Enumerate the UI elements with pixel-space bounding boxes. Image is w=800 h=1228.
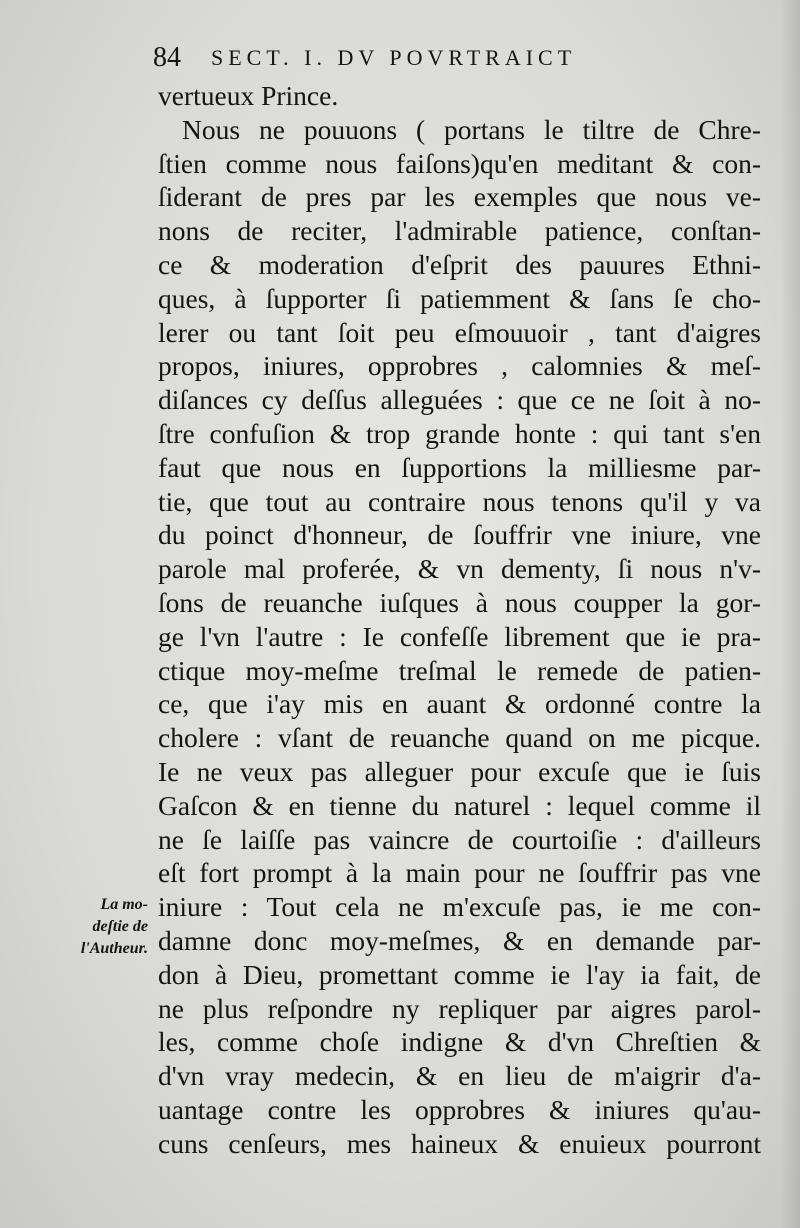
margin-note-line: deſtie de: [92, 918, 148, 935]
text-line: damne donc moy-meſmes, & en demande par-: [158, 924, 761, 956]
text-line: uantage contre les opprobres & iniures qu'au-: [158, 1093, 761, 1125]
body-text: [158, 79, 761, 1161]
text-line: vertueux Prince.: [158, 80, 339, 111]
text-line: Gaſcon & en tienne du naturel : lequel comme il: [158, 789, 761, 821]
margin-note-line: La mo-: [100, 896, 148, 913]
text-line: ne ſe laiſſe pas vaincre de courtoiſie : d'ailleurs: [158, 823, 761, 855]
text-line: diſances cy deſſus alleguées : que ce ne ſoit à no-: [158, 384, 761, 416]
text-line: les, comme choſe indigne & d'vn Chreſtien &: [158, 1026, 761, 1058]
text-line: lerer ou tant ſoit peu eſmouuoir , tant d'aigres: [158, 316, 761, 348]
text-line: parole mal proferée, & vn dementy, ſi nous n'v-: [158, 553, 761, 585]
text-line: iniure : Tout cela ne m'excuſe pas, ie me con-: [158, 891, 761, 923]
text-line: ne plus reſpondre ny repliquer par aigres parol-: [158, 992, 761, 1024]
page-number: 84: [153, 42, 181, 73]
text-line: eſt fort prompt à la main pour ne ſouffrir pas vne: [158, 857, 761, 889]
text-line: ſtien comme nous faiſons)qu'en meditant & con-: [158, 147, 761, 179]
text-line: ce, que i'ay mis en auant & ordonné contre la: [158, 688, 761, 720]
text-line: faut que nous en ſupportions la milliesme par-: [158, 451, 761, 483]
text-line: ctique moy-meſme treſmal le remede de patien-: [158, 654, 761, 686]
text-line: ge l'vn l'autre : Ie confeſſe librement que ie pra-: [158, 620, 761, 652]
running-head: SECT. I. DV POVRTRAICT: [211, 45, 577, 70]
text-line: cuns cenſeurs, mes haineux & enuieux pourront: [158, 1127, 761, 1159]
text-line: propos, iniures, opprobres , calomnies & meſ-: [158, 350, 761, 382]
text-line: d'vn vray medecin, & en lieu de m'aigrir d'a-: [158, 1060, 761, 1092]
text-line: Nous ne pouuons ( portans le tiltre de Chre-: [182, 113, 761, 145]
text-line: ce & moderation d'eſprit des pauures Ethni-: [158, 248, 761, 280]
margin-note: [42, 894, 148, 960]
text-line: tie, que tout au contraire nous tenons qu'il y va: [158, 485, 761, 517]
text-line: ſiderant de pres par les exemples que nous ve-: [158, 181, 761, 213]
text-line: nons de reciter, l'admirable patience, conſtan-: [158, 215, 761, 247]
text-line: Ie ne veux pas alleguer pour excuſe que ie ſuis: [158, 755, 761, 787]
text-line: cholere : vſant de reuanche quand on me picque.: [158, 722, 761, 754]
text-line: ques, à ſupporter ſi patiemment & ſans ſe cho-: [158, 282, 761, 314]
text-line: ſons de reuanche iuſques à nous coupper la gor-: [158, 586, 761, 618]
page-gutter-shadow: [780, 0, 800, 1228]
page-header: [153, 42, 773, 82]
margin-note-line: l'Autheur.: [80, 940, 148, 957]
text-line: don à Dieu, promettant comme ie l'ay ia fait, de: [158, 958, 761, 990]
text-line: ſtre confuſion & trop grande honte : qui tant s'en: [158, 417, 761, 449]
text-line: du poinct d'honneur, de ſouffrir vne iniure, vne: [158, 519, 761, 551]
